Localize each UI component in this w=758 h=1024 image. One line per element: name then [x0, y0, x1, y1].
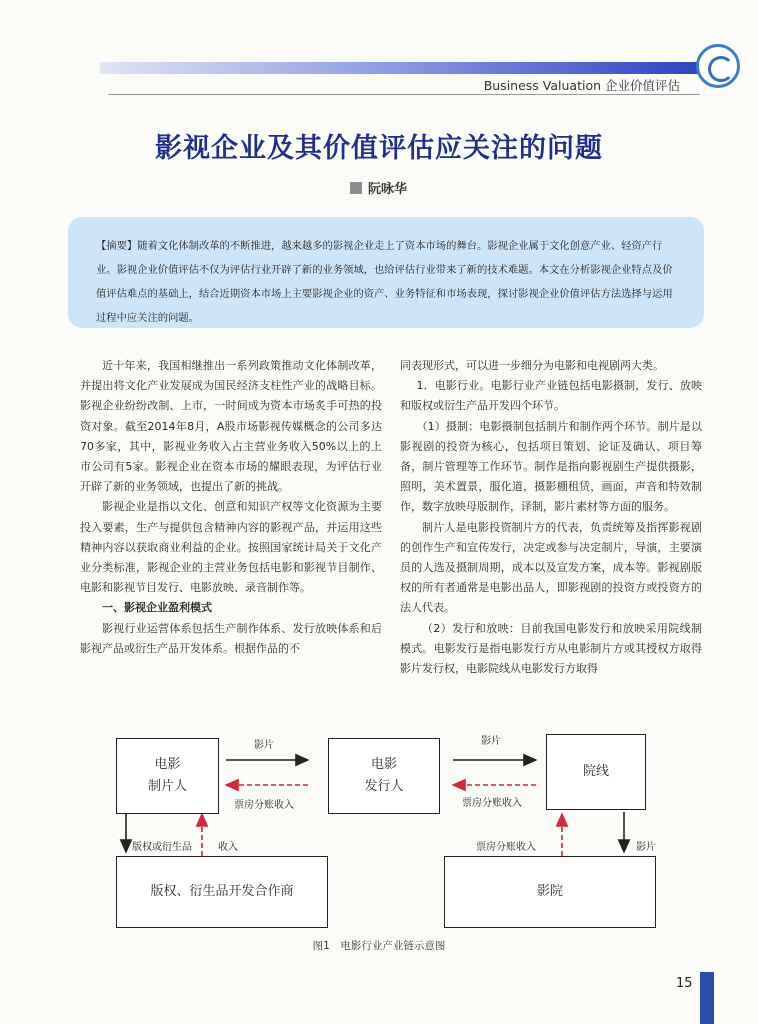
left-paragraph-1: 近十年来，我国相继推出一系列政策推动文化体制改革，并提出将文化产业发展成为国民经济支柱性产业的战略目标。影视企业纷纷改制、上市，一时间成为资本市场炙手可热的投资对象。截至2014年8月，A股市场影视传媒概念的公司多达70多家，其中，影视业务收入占主营业务收入50%以上的上市公司有5家。影视企业在资本市场的耀眼表现，为评估行业开辟了新的业务领域，也提出了新的挑战。	[80, 359, 382, 494]
left-column	[80, 356, 382, 659]
label-film-2: 影片	[481, 736, 501, 747]
author-name: 阮咏华	[368, 182, 408, 197]
label-rights: 版权或衍生品	[132, 842, 192, 853]
left-paragraph-3: 影视行业运营体系包括生产制作体系、发行放映体系和后影视产品或衍生产品开发体系。根据作品的不	[80, 621, 382, 655]
author-marker-icon	[350, 182, 362, 194]
producer-label-1: 电影	[154, 757, 181, 772]
abstract-text: 【摘要】随着文化体制改革的不断推进，越来越多的影视企业走上了资本市场的舞台。影视企业属于文化创意产业、轻资产行业。影视企业价值评估不仅为评估行业开辟了新的业务领域，也给评估行业带来了新的技术难题。本文在分析影视企业特点及价值评估难点的基础上，结合近期资本市场上主要影视企业的资产、业务特征和市场表现，探讨影视企业价值评估方法选择与运用过程中应关注的问题。	[96, 240, 673, 324]
page-edge-bar	[700, 972, 714, 1024]
producer-label-2: 制片人	[147, 779, 187, 794]
derivative-partner-label: 版权、衍生品开发合作商	[150, 884, 294, 899]
journal-logo-icon	[696, 44, 740, 88]
section-heading: 一、影视企业盈利模式	[102, 601, 212, 615]
cinema-chain-label: 院线	[582, 764, 609, 779]
header-gradient-bar	[100, 62, 700, 74]
right-paragraph-5: （2）发行和放映：目前我国电影发行和放映采用院线制模式。电影发行是指电影发行方从电影制片方或其授权方取得影片发行权，电影院线从电影发行方取得	[400, 621, 702, 676]
distributor-box	[328, 738, 440, 814]
article-title: 影视企业及其价值评估应关注的问题	[155, 133, 603, 164]
author-byline	[350, 178, 407, 197]
derivative-partner-box	[116, 856, 328, 928]
cinema-label: 影院	[536, 884, 563, 899]
right-paragraph-1: 同表现形式，可以进一步细分为电影和电视剧两大类。	[400, 359, 664, 372]
cinema-chain-box	[546, 734, 646, 810]
page-number: 15	[676, 976, 693, 991]
abstract-box	[68, 217, 704, 328]
label-boxoffice-3: 票房分账收入	[476, 842, 536, 853]
right-paragraph-2: 1．电影行业。电影行业产业链包括电影摄制，发行、放映和版权或衍生产品开发四个环节。	[400, 379, 702, 413]
cinema-box	[444, 856, 656, 928]
label-boxoffice-2: 票房分账收入	[462, 798, 522, 809]
label-film-3: 影片	[636, 842, 656, 853]
left-paragraph-2: 影视企业是指以文化、创意和知识产权等文化资源为主要投入要素，生产与提供包含精神内容的影视产品，并运用这些精神内容以获取商业利益的企业。按照国家统计局关于文化产业分类标准，影视企业的主营业务包括电影和影视节目制作、电影和影视节目发行、电影放映、录音制作等。	[80, 500, 382, 595]
header-rule	[108, 94, 700, 95]
label-income: 收入	[218, 842, 238, 853]
producer-box	[116, 738, 219, 814]
industry-chain-figure	[96, 728, 696, 938]
right-paragraph-4: 制片人是电影投资制片方的代表，负责统筹及指挥影视剧的创作生产和宣传发行，决定或参与决定制片，导演，主要演员的人选及摄制周期，成本以及宣发方案，成本等。影视剧版权的所有者通常是电影出品人，即影视剧的投资方或投资方的法人代表。	[400, 520, 702, 615]
distributor-label-1: 电影	[370, 757, 397, 772]
running-header: Business Valuation 企业价值评估	[483, 78, 680, 93]
label-film-1: 影片	[254, 740, 274, 751]
label-boxoffice-1: 票房分账收入	[234, 800, 294, 811]
right-column	[400, 356, 702, 679]
figure-caption: 图1 电影行业产业链示意图	[312, 940, 446, 952]
distributor-label-2: 发行人	[364, 779, 404, 794]
right-paragraph-3: （1）摄制：电影摄制包括制片和制作两个环节。制片是以影视剧的投资为核心，包括项目策划、论证及确认、项目筹备，制片管理等工作环节。制作是指向影视剧生产提供摄影，照明，美术置景，服化道，摄影棚租赁，画面，声音和特效制作，数字放映母版制作，译制，影片素材等方面的服务。	[400, 419, 702, 514]
